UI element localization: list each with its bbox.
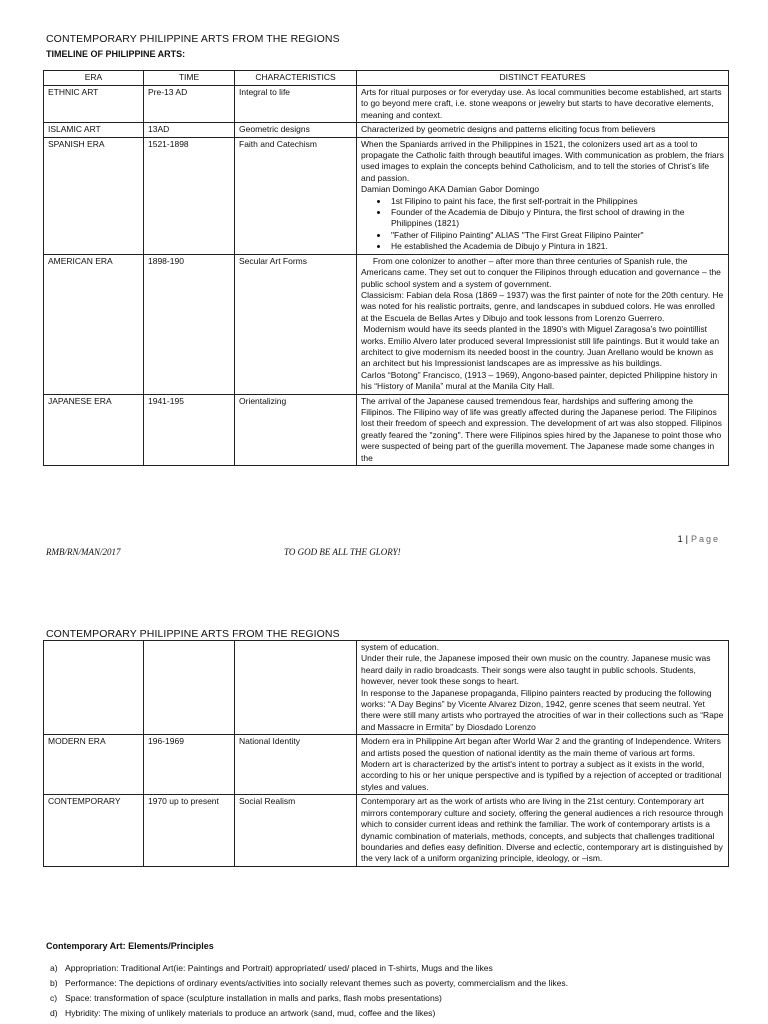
column-header-characteristics: CHARACTERISTICS [235,71,357,86]
era-cell: JAPANESE ERA [44,394,144,465]
characteristics-cell: Social Realism [235,795,357,866]
table-header-row [44,71,729,86]
time-cell: 13AD [144,123,235,137]
era-cell: AMERICAN ERA [44,254,144,394]
table-row-contemporary [44,795,729,866]
page-number-value: 1 [677,534,683,544]
features-cell [357,394,729,465]
characteristics-cell: National Identity [235,735,357,795]
features-cell [357,86,729,123]
feature-paragraph: system of education. [361,642,439,652]
features-cell [357,795,729,866]
list-item-text: Hybridity: The mixing of unlikely materials to produce an artwork (sand, mud, coffee and the likes) [65,1008,436,1018]
characteristics-cell: Integral to life [235,86,357,123]
column-header-time: TIME [144,71,235,86]
list-item [50,1006,740,1021]
time-cell: 1521-1898 [144,137,235,254]
era-cell: ETHNIC ART [44,86,144,123]
era-cell: ISLAMIC ART [44,123,144,137]
table-row-spanish-era [44,137,729,254]
document-page-2 [0,580,768,1024]
era-cell: MODERN ERA [44,735,144,795]
feature-paragraph: Characterized by geometric designs and patterns eliciting focus from believers [361,124,656,135]
page-header: CONTEMPORARY PHILIPPINE ARTS FROM THE REGIONS [46,33,340,45]
feature-paragraph: Damian Domingo AKA Damian Gabor Domingo [361,184,540,195]
list-item [50,961,740,976]
time-cell: Pre-13 AD [144,86,235,123]
time-cell [144,641,235,735]
era-cell: CONTEMPORARY [44,795,144,866]
list-item-text: Appropriation: Traditional Art(ie: Paintings and Portrait) appropriated/ used/ placed in T-shirts, Mugs and the likes [65,963,493,973]
list-marker: b) [50,978,58,988]
bullet-item: • He established the Academia de Dibujo y Pintura in 1821. [389,241,724,252]
feature-paragraph: Modern era in Philippine Art began after World War 2 and the granting of Independence. Writers and artists posed the question of national identity as the main theme of various art forms. Modern art is characterized by the artist's intent to portray a subject as it exists in the world, according to his or her unique perspective and is typified by a rejection of accepted or traditional styles and values. [361,736,722,792]
list-marker: a) [50,963,58,973]
characteristics-cell: Geometric designs [235,123,357,137]
table-row-japanese-era [44,394,729,465]
list-marker: d) [50,1008,58,1018]
page-number-separator: | [685,534,688,544]
table-row-ethnic-art [44,86,729,123]
feature-paragraph: In response to the Japanese propaganda, Filipino painters reacted by producing the following works: “A Day Begins” by Vicente Alvarez Dizon, 1942, genre scenes that seem neutral. Yet there were still many artists who portrayed the atrocities of war in their collections such as “Rape and Massacre in Ermita” by Diosdado Lorenzo [361,687,724,732]
bullet-list [361,196,724,253]
list-marker: c) [50,993,58,1003]
time-cell: 1941-195 [144,394,235,465]
list-item-text: Performance: The depictions of ordinary events/activities into socially relevant themes such as poverty, commercialism and the likes. [65,978,569,988]
time-cell: 1898-190 [144,254,235,394]
characteristics-cell: Orientalizing [235,394,357,465]
feature-paragraph: Classicism: Fabian dela Rosa (1869 – 1937) was the first painter of note for the 20th century. He was noted for his realistic portraits, genre, and landscapes in subdued colors. He was enrolled at the Escuela de Bellas Artes y Dibujo and took lessons from Lorenzo Guerrero. [361,289,724,323]
elements-list [50,961,740,1021]
feature-paragraph: From one colonizer to another – after more than three centuries of Spanish rule, the Americans came. They set out to conquer the Filipinos through education and governance – the public school system and a system of government. [361,255,724,289]
page-header: CONTEMPORARY PHILIPPINE ARTS FROM THE REGIONS [46,628,340,640]
feature-paragraph: Contemporary art as the work of artists who are living in the 21st century. Contemporary art mirrors contemporary culture and society, offering the general audiences a rich resource through which to consider current ideas and rethink the familiar. The work of contemporary artists is a dynamic combination of materials, methods, concepts, and subjects that challenges traditional boundaries and defies easy definition. Diverse and eclectic, contemporary art is distinguished by the very lack of a uniform organizing principle, ideology, or –ism. [361,796,724,864]
feature-paragraph: The arrival of the Japanese caused tremendous fear, hardships and suffering among the Filipinos. The Filipino way of life was greatly affected during the Japanese period. The Filipinos lost their freedom of speech and expression. The development of art was also stopped. Filipinos greatly feared the "zoning". There were Filipinos spies hired by the Japanese to point those who were suspected of being part of the guerilla movement. The Japanese made some changes in the [361,395,722,463]
bullet-item: • Founder of the Academia de Dibujo y Pintura, the first school of drawing in the Philippines (1821) [389,207,724,230]
characteristics-cell: Secular Art Forms [235,254,357,394]
characteristics-cell: Faith and Catechism [235,137,357,254]
features-cell [357,137,729,254]
list-item [50,976,740,991]
timeline-heading: TIMELINE OF PHILIPPINE ARTS: [46,49,186,59]
table-row-islamic-art [44,123,729,137]
feature-paragraph: Carlos “Botong” Francisco, (1913 – 1969), Angono-based painter, depicted Philippine history in his “History of Manila” mural at the Manila City Hall. [361,369,718,392]
table-row-american-era [44,254,729,394]
features-cell [357,254,729,394]
features-cell [357,735,729,795]
era-cell [44,641,144,735]
features-cell [357,123,729,137]
list-item-text: Space: transformation of space (sculpture installation in malls and parks, flash mobs presentations) [65,993,442,1003]
timeline-table [43,70,729,466]
era-cell: SPANISH ERA [44,137,144,254]
feature-paragraph: Arts for ritual purposes or for everyday use. As local communities become established, art starts to go beyond mere craft, i.e. stone weapons or jewelry but starts to have decorative elements, meaning and context. [361,87,722,120]
timeline-table-continued [43,640,729,867]
table-row-modern-era [44,735,729,795]
page-number-word: Page [690,534,720,544]
feature-paragraph: Modernism would have its seeds planted in the 1890’s with Miguel Zaragosa’s two pointillist works. Emilio Alvero later produced several Impressionist still life paintings. But it would take an architect to give modernism its needed boost in the country. Juan Arellano would be known as an architect but his Impressionist landscapes are as impressive as his buildings. [361,324,722,369]
features-cell [357,641,729,735]
feature-paragraph: When the Spaniards arrived in the Philippines in 1521, the colonizers used art as a tool to propagate the Catholic faith through beautiful images. With communication as problem, the friars used images to explain the concepts behind Catholicism, and to tell the stories of Christ’s life and passion. [361,138,724,183]
bullet-item: • 1st Filipino to paint his face, the first self-portrait in the Philippines [389,196,724,207]
table-row-japanese-era-continued [44,641,729,735]
footer-code: RMB/RN/MAN/2017 [46,547,121,557]
elements-section-title: Contemporary Art: Elements/Principles [46,941,214,951]
time-cell: 196-1969 [144,735,235,795]
page-number [678,534,720,544]
feature-paragraph: Under their rule, the Japanese imposed their own music on the country. Japanese music was heard daily in radio broadcasts. Their songs were also taught in public schools. Students, however, never took these songs to heart. [361,653,711,687]
list-item [50,991,740,1006]
time-cell: 1970 up to present [144,795,235,866]
bullet-item: • "Father of Filipino Painting" ALIAS "The First Great Filipino Painter" [389,230,724,241]
column-header-distinct-features: DISTINCT FEATURES [357,71,729,86]
column-header-era: ERA [44,71,144,86]
characteristics-cell [235,641,357,735]
footer-motto: TO GOD BE ALL THE GLORY! [284,547,401,557]
